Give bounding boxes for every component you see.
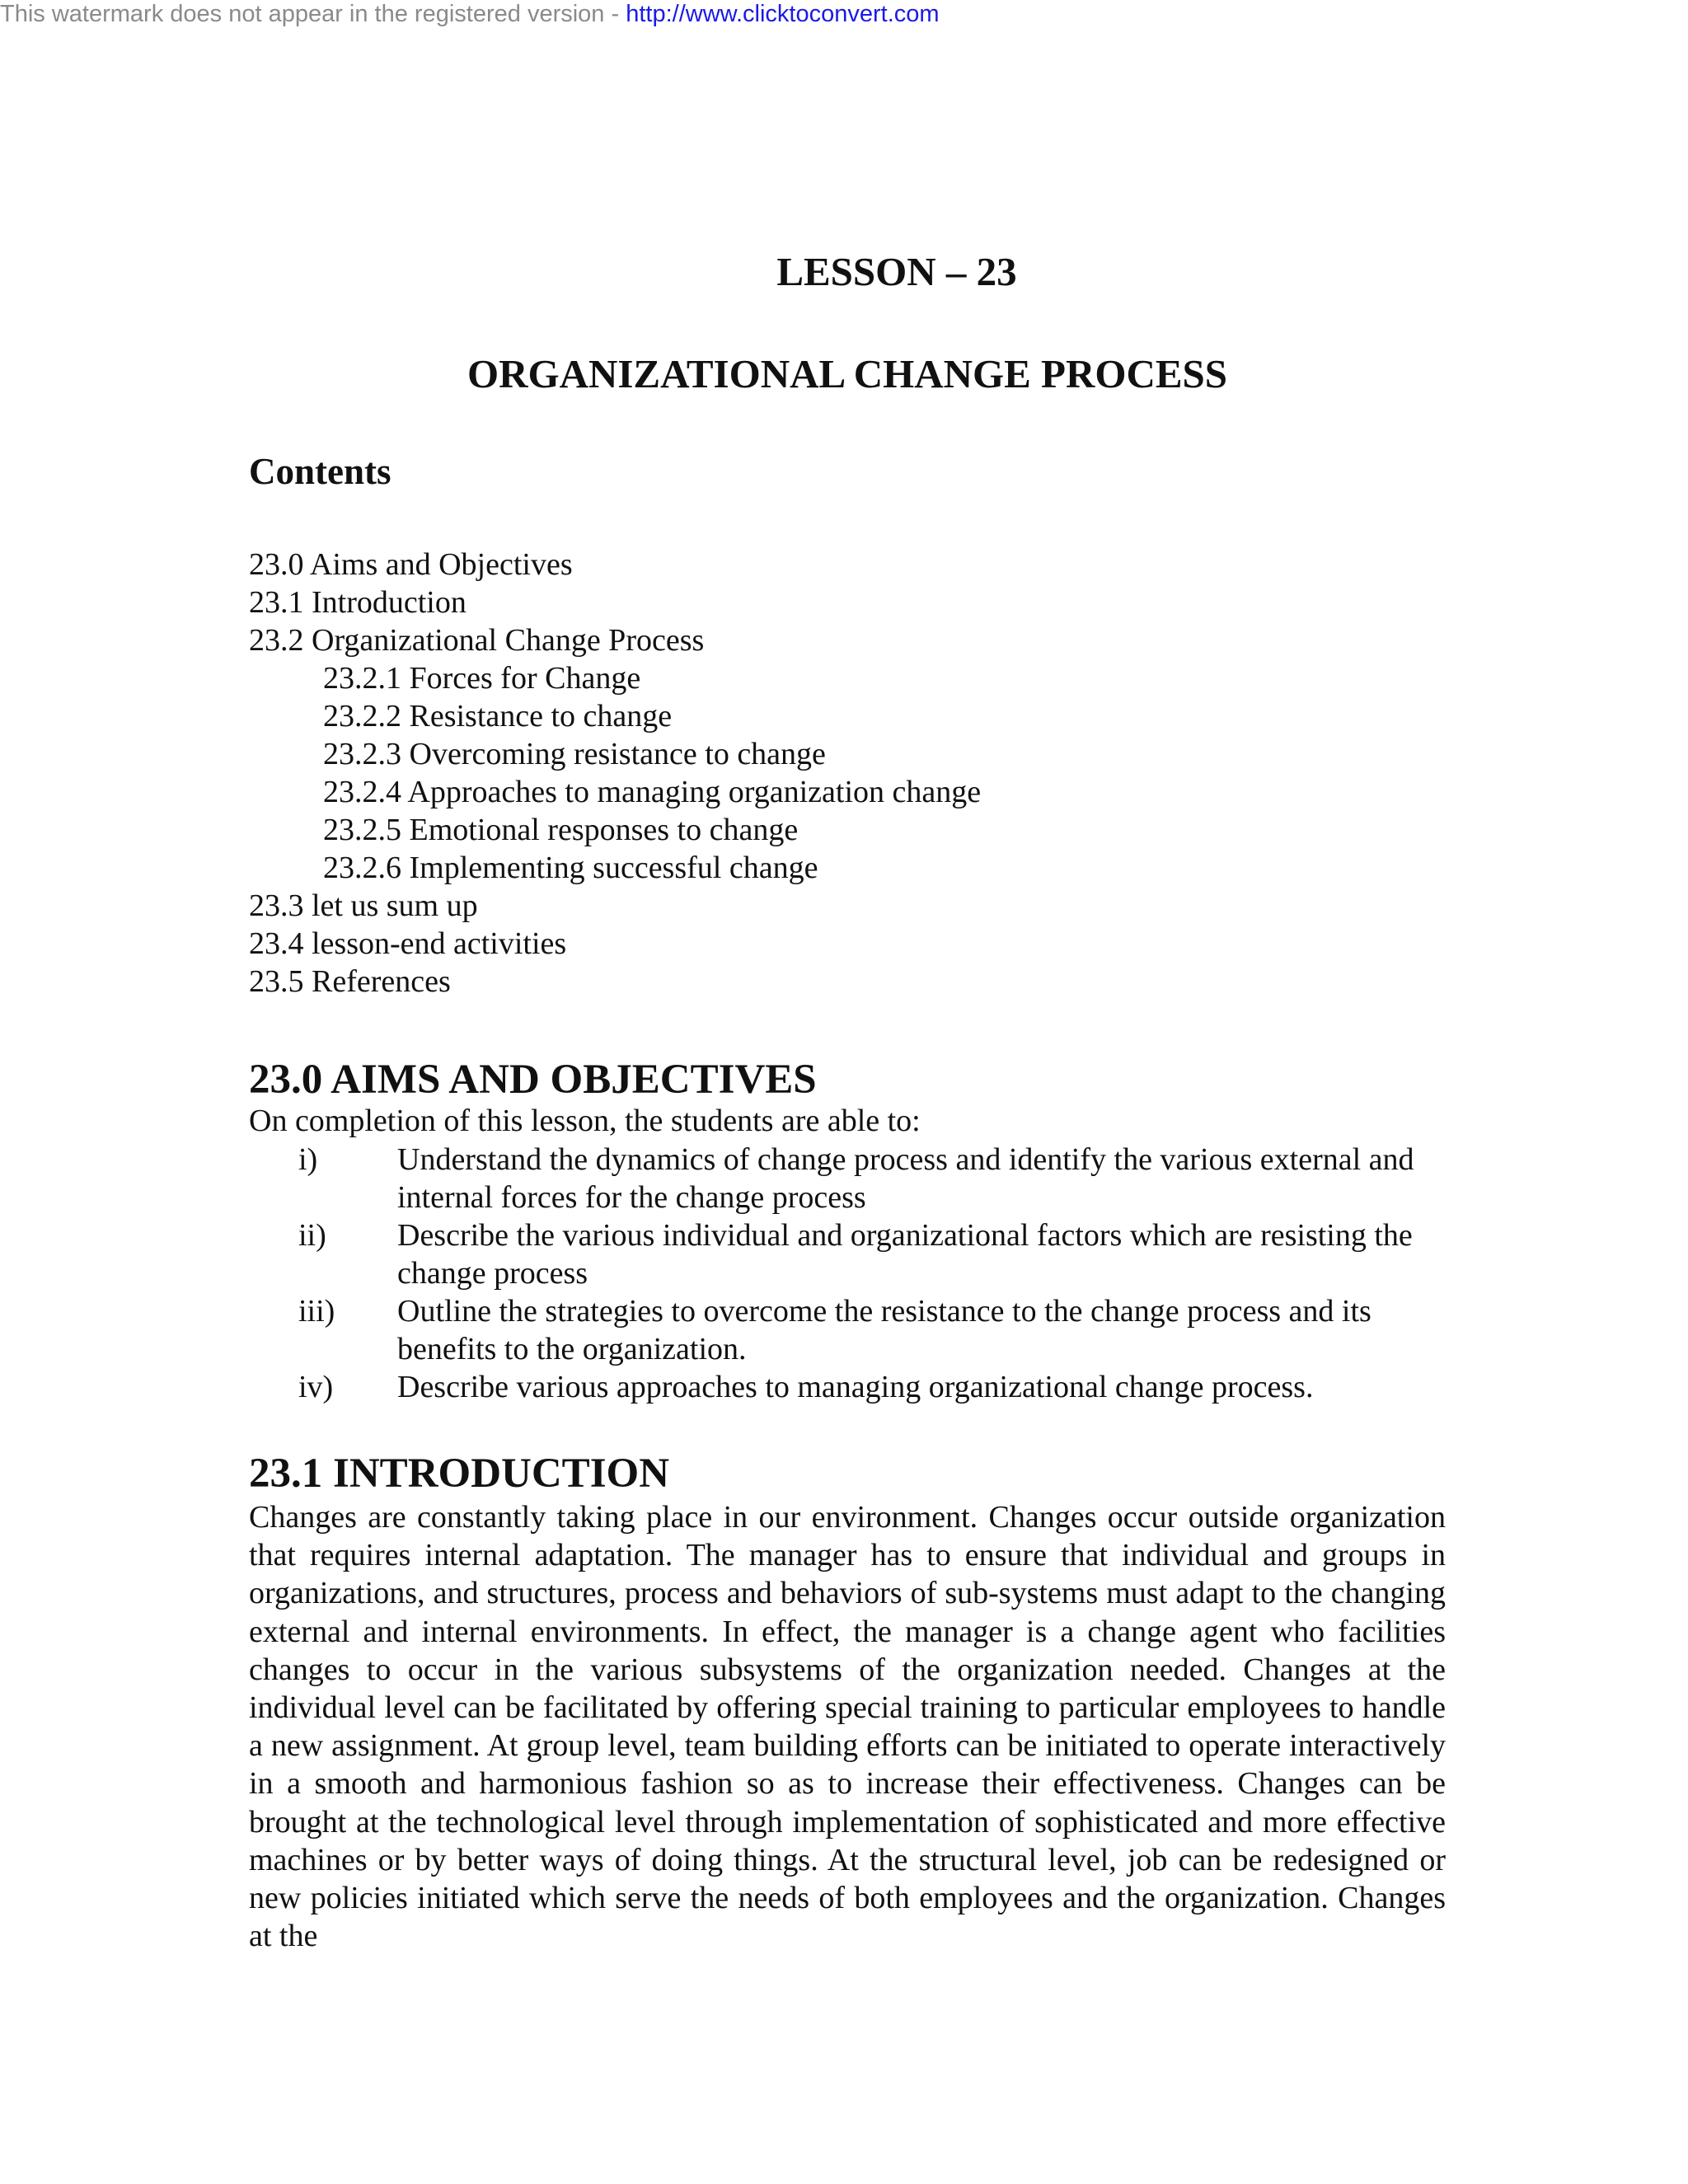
objective-text: Describe the various individual and organizational factors which are resisting the change process — [397, 1218, 1413, 1291]
watermark — [0, 0, 940, 28]
watermark-link[interactable]: http://www.clicktoconvert.com — [626, 1, 940, 27]
chapter-title: ORGANIZATIONAL CHANGE PROCESS — [467, 351, 1228, 396]
introduction-heading: 23.1 INTRODUCTION — [249, 1451, 670, 1497]
table-of-contents — [249, 546, 981, 1001]
objective-number: ii) — [298, 1218, 326, 1253]
aims-heading: 23.0 AIMS AND OBJECTIVES — [249, 1057, 817, 1103]
objective-number: iii) — [298, 1294, 335, 1329]
toc-subitem: 23.2.6 Implementing successful change — [323, 851, 818, 885]
introduction-body: Changes are constantly taking place in our environment. Changes occur outside organization that requires internal adaptation. The manager has to ensure that individual and groups in organizations, and structures, process and behaviors of sub-systems must adapt to the changing external and internal environments. In effect, the manager is a change agent who facilities changes to occur in the various subsystems of the organization needed. Changes at the individual level can be facilitated by offering special training to particular employees to handle a new assignment. At group level, team building efforts can be initiated to operate interactively in a smooth and harmonious fashion so as to increase their effectiveness. Changes can be brought at the technological level through implementation of sophisticated and more effective machines or by better ways of doing things. At the structural level, job can be redesigned or new policies initiated which serve the needs of both employees and the organization. Changes at the — [249, 1500, 1446, 1954]
objective-item — [298, 1216, 1446, 1292]
toc-subitem: 23.2.4 Approaches to managing organization change — [323, 775, 982, 809]
contents-heading: Contents — [249, 451, 392, 492]
toc-subitem: 23.2.3 Overcoming resistance to change — [323, 737, 826, 771]
aims-intro: On completion of this lesson, the students are able to: — [249, 1104, 921, 1138]
toc-item: 23.1 Introduction — [249, 585, 467, 620]
objective-number: i) — [298, 1142, 318, 1177]
toc-item: 23.5 References — [249, 964, 451, 999]
objective-text: Understand the dynamics of change process and identify the various external and internal forces for the change process — [397, 1142, 1414, 1215]
toc-item: 23.0 Aims and Objectives — [249, 547, 573, 582]
objective-item — [298, 1368, 1446, 1406]
toc-item: 23.2 Organizational Change Process — [249, 623, 705, 658]
objective-item — [298, 1141, 1446, 1216]
lesson-title: LESSON – 23 — [776, 249, 1017, 294]
toc-item: 23.3 let us sum up — [249, 888, 478, 923]
objective-text: Outline the strategies to overcome the resistance to the change process and its benefits to the organization. — [397, 1294, 1372, 1366]
objective-text: Describe various approaches to managing organizational change process. — [397, 1370, 1314, 1404]
toc-subitem: 23.2.5 Emotional responses to change — [323, 813, 799, 847]
objectives-list — [298, 1141, 1446, 1406]
toc-subitem: 23.2.1 Forces for Change — [323, 661, 641, 696]
objective-number: iv) — [298, 1370, 334, 1404]
objective-item — [298, 1292, 1446, 1368]
toc-subitem: 23.2.2 Resistance to change — [323, 699, 673, 733]
watermark-text: This watermark does not appear in the registered version - — [0, 1, 626, 27]
toc-item: 23.4 lesson-end activities — [249, 926, 567, 961]
